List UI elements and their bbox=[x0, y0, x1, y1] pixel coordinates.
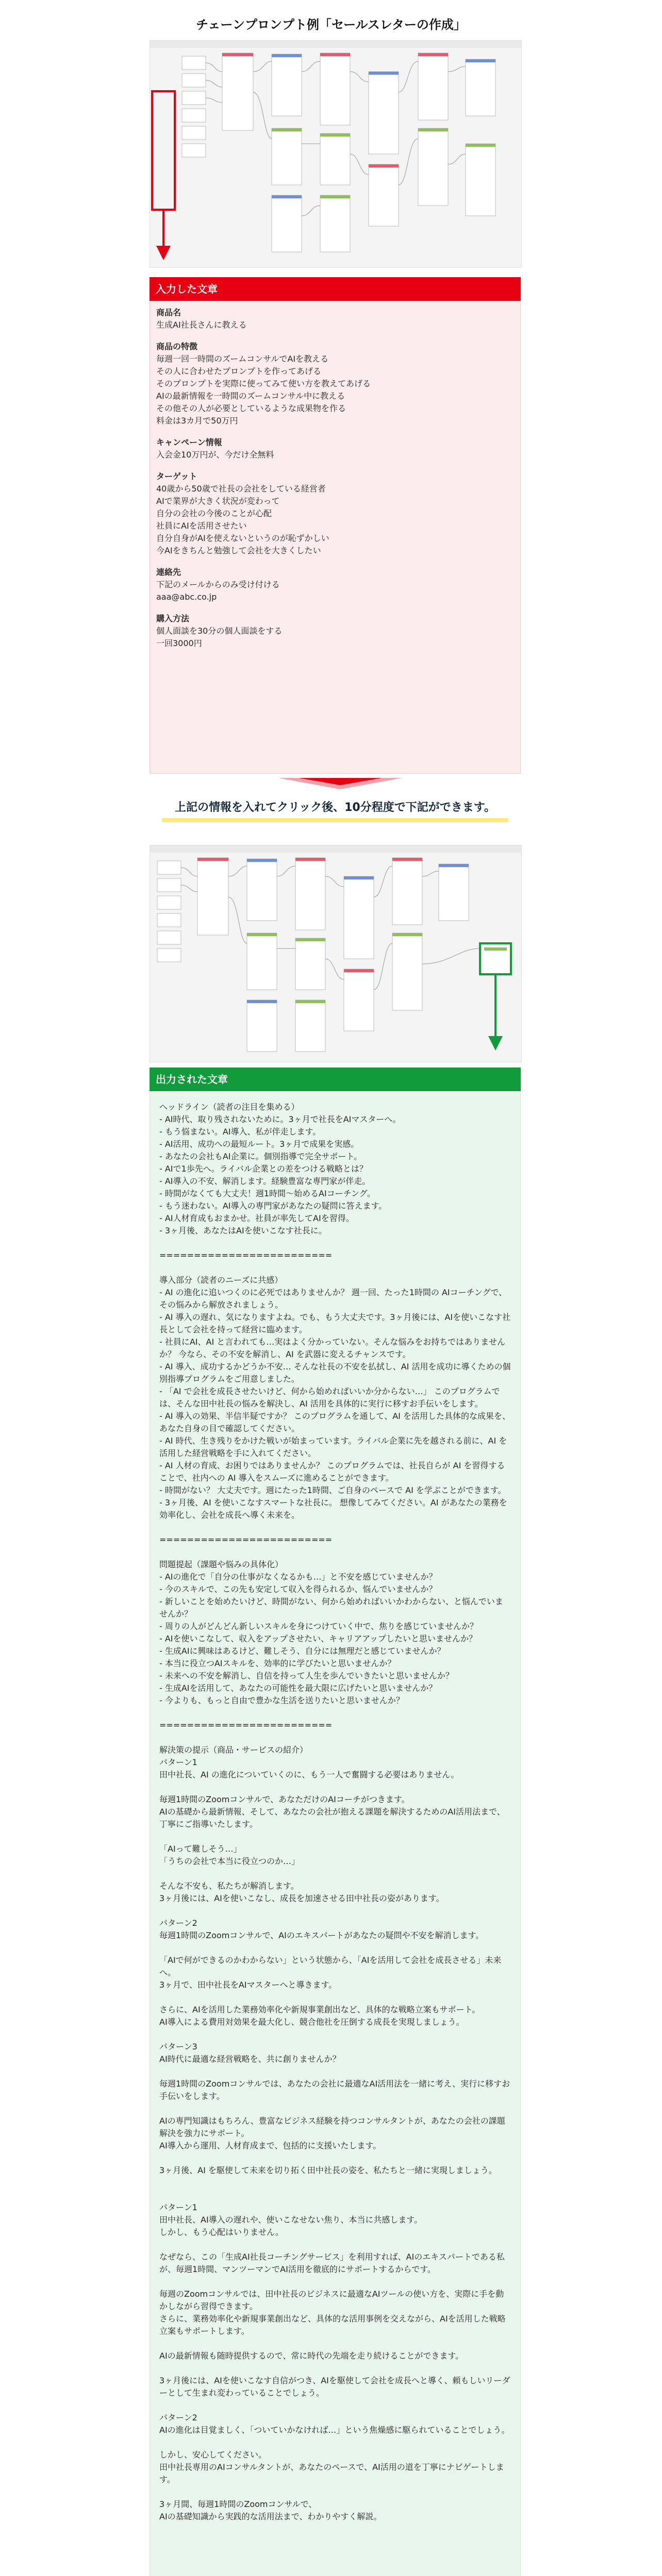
output-text-line bbox=[159, 2276, 511, 2288]
input-block-target: ターゲット 40歳から50歳で社長の会社をしている経営者 AIで業界が大きく状況が変わって 自分の会社の今後のことが心配 社員にAIを活用させたい 自分自身がAIを使えないというのが恥ずかしい 今AIをきちんと勉強して会社を大きくしたい bbox=[156, 471, 329, 555]
output-text-line: そんな不安も、私たちが解消します。 bbox=[159, 1881, 299, 1891]
output-text-line: - AIで1歩先へ。ライバル企業との差をつける戦略とは？ bbox=[159, 1164, 368, 1174]
output-text-line: - 時間がなくても大丈夫！週1時間〜始めるAIコーチング。 bbox=[159, 1189, 375, 1198]
output-text-line bbox=[159, 1546, 511, 1558]
output-text-line: - あなたの会社もAI企業に。個別指導で完全サポート。 bbox=[159, 1151, 362, 1161]
output-text-line: 田中社長、AI導入の遅れや、使いこなせない焦り、本当に共感します。 bbox=[159, 2215, 423, 2225]
input-section-header: 入力した文章 bbox=[150, 277, 521, 301]
output-section-header: 出力された文章 bbox=[150, 1067, 521, 1091]
output-text-line bbox=[159, 1905, 511, 1917]
output-text-line: - AI活用、成功への最短ルート。3ヶ月で成果を実感。 bbox=[159, 1139, 359, 1149]
output-text-line: - 3ヶ月後、あなたはAIを使いこなす社長に。 bbox=[159, 1226, 327, 1235]
output-text-line: 毎週のZoomコンサルでは、田中社長のビジネスに最適なAIツールの使い方を、実際に手を動かしながら習得できます。 bbox=[159, 2289, 504, 2311]
workflow-diagram-graphic bbox=[150, 845, 521, 1062]
output-text-line bbox=[159, 1868, 511, 1880]
output-text-line: - 新しいことを始めたいけど、時間がない、何から始めればいいかわからない、と悩んでいませんか？ bbox=[159, 1597, 503, 1619]
cta-text: 上記の情報を入れてクリック後、10分程度で下記ができます。 bbox=[175, 801, 495, 814]
output-text-line: しかし、もう心配はいりません。 bbox=[159, 2227, 284, 2237]
output-text-line: 3ヶ月後には、AIを使いこなす自信がつき、AIを駆使して会社を成長へと導く、頼もしいリーダーとして生まれ変わっていることでしょう。 bbox=[159, 2376, 510, 2398]
output-text-line: - 社員にAI、AI と言われても…実はよく分かっていない。そんな悩みをお持ちではありませんか？ 今なら、その不安を解消し、AI を武器に変えるチャンスです。 bbox=[159, 1337, 506, 1359]
output-text-line: - AI 導入の遅れ、気になりますよね。でも、もう大丈夫です。3ヶ月後には、AIを使いこなす社長として会社を持って経営に臨めます。 bbox=[159, 1312, 511, 1334]
output-text-line: - 生成AIに興味はあるけど、難しそう、自分には無理だと感じていませんか？ bbox=[159, 1646, 445, 1656]
output-text-line: AI時代に最適な経営戦略を、共に創りませんか？ bbox=[159, 2054, 341, 2064]
output-text-line: パターン2 bbox=[159, 1918, 197, 1928]
output-text-panel bbox=[150, 1092, 521, 2576]
output-text-line: - AI 導入、成功するかどうか不安… そんな社長の不安を払拭し、AI 活用を成功に導くための個別指導プログラムをご用意しました。 bbox=[159, 1362, 511, 1384]
output-text-line: - 今よりも、もっと自由で豊かな生活を送りたいと思いませんか？ bbox=[159, 1696, 404, 1705]
output-text-line: 毎週1時間のZoomコンサルでは、あなたの会社に最適なAI活用法を一緒に考え、実行に移すお手伝いをします。 bbox=[159, 2079, 510, 2101]
output-text-line: 田中社長、AI の進化についていくのに、もう一人で奮闘する必要はありません。 bbox=[159, 1770, 459, 1780]
output-text-line: - 未来への不安を解消し、自信を持って人生を歩んでいきたいと思いませんか？ bbox=[159, 1671, 454, 1681]
output-text-line: 田中社長専用のAIコンサルタントが、あなたのペースで、AI活用の道を丁寧にナビゲートします。 bbox=[159, 2462, 504, 2484]
output-text-line: なぜなら、この「生成AI社長コーチングサービス」を利用すれば、AIのエキスパートである私が、毎週1時間、マンツーマンでAI活用を徹底的にサポートするからです。 bbox=[159, 2252, 505, 2274]
output-text-line bbox=[159, 1831, 511, 1843]
output-text-line: AIの基礎から最新情報、そして、あなたの会社が抱える課題を解決するためのAI活用法まで、丁寧にご指導いたします。 bbox=[159, 1807, 505, 1829]
output-text-line: 解決策の提示（商品・サービスの紹介） bbox=[159, 1745, 308, 1755]
output-text-line: 導入部分（読者のニーズに共感） bbox=[159, 1275, 283, 1285]
output-text-line: - 3ヶ月後、AI を使いこなすスマートな社長に。 想像してみてください。AI があなたの業務を効率化し、会社を成長へ導く未来を。 bbox=[159, 1498, 507, 1520]
output-text-line: AIの進化は目覚ましく、「ついていかなければ…」という焦燥感に駆られていることでしょう。 bbox=[159, 2425, 510, 2435]
output-text-line: 3ヶ月で、田中社長をAIマスターへと導きます。 bbox=[159, 1980, 337, 1990]
output-text-line bbox=[159, 2152, 511, 2164]
workflow-screenshot-output bbox=[150, 845, 522, 1062]
output-text-line: - 「AI で会社を成長させたいけど、何から始めればいいか分からない…」 このプログラムでは、そんな田中社長の悩みを解決し、AI 活用を具体的に実行に移すお手伝いをします。 bbox=[159, 1386, 500, 1409]
output-text-line bbox=[159, 2239, 511, 2251]
output-text-line: - 時間がない？ 大丈夫です。週にたった1時間、ご自身のペースで AI を学ぶことができます。 bbox=[159, 1485, 506, 1495]
input-block-purchase: 購入方法 個人面談を30分の個人面談をする 一回3000円 bbox=[156, 614, 283, 648]
output-text-line bbox=[159, 2486, 511, 2498]
chevron-down-icon bbox=[278, 778, 402, 790]
output-text-line bbox=[159, 2177, 511, 2189]
output-text-line bbox=[159, 2028, 511, 2041]
output-text-line: AIの最新情報も随時提供するので、常に時代の先端を走り続けることができます。 bbox=[159, 2351, 464, 2361]
output-text-line bbox=[159, 2399, 511, 2412]
output-text-line: - 周りの人がどんどん新しいスキルを身につけていく中で、焦りを感じていませんか？ bbox=[159, 1621, 478, 1631]
output-text-line: 「うちの会社で本当に役立つのか…」 bbox=[159, 1856, 300, 1866]
output-text-line bbox=[159, 1707, 511, 1719]
output-text-line: - AI時代、取り残されないために。3ヶ月で社長をAIマスターへ。 bbox=[159, 1114, 401, 1124]
output-text-line: ヘッドライン（読者の注目を集める） bbox=[159, 1102, 300, 1112]
output-text-line: 3ヶ月後には、AIを使いこなし、成長を加速させる田中社長の姿があります。 bbox=[159, 1893, 444, 1903]
output-text-line bbox=[159, 1521, 511, 1534]
output-text-line bbox=[159, 2065, 511, 2078]
workflow-screenshot-input bbox=[150, 40, 522, 268]
output-text-line: AI導入から運用、人材育成まで、包括的に支援いたします。 bbox=[159, 2141, 382, 2150]
output-text-line: ========================= bbox=[159, 1535, 333, 1545]
output-text-line: 問題提起（課題や悩みの具体化） bbox=[159, 1560, 284, 1569]
output-text-line bbox=[159, 2103, 511, 2115]
output-text-line: - AIの進化で「自分の仕事がなくなるかも…」と不安を感じていませんか？ bbox=[159, 1572, 437, 1582]
output-text-line: 「AIで何ができるのかわからない」という状態から、「AIを活用して会社を成長させる」未来へ。 bbox=[159, 1955, 502, 1977]
output-text-line bbox=[159, 2436, 511, 2449]
input-text-panel bbox=[150, 301, 521, 774]
output-text-line bbox=[159, 1732, 511, 1744]
output-text-line bbox=[159, 1781, 511, 1793]
output-text-line: - 今のスキルで、この先も安定して収入を得られるか、悩んでいませんか？ bbox=[159, 1584, 437, 1594]
output-text-line bbox=[159, 1942, 511, 1954]
output-text-line: - もう悩まない。AI導入、私が伴走します。 bbox=[159, 1127, 321, 1137]
output-text-line: AI導入による費用対効果を最大化し、競合他社を圧倒する成長を実現しましょう。 bbox=[159, 2017, 465, 2027]
output-text-line: - 本当に役立つAIスキルを、効率的に学びたいと思いませんか？ bbox=[159, 1658, 396, 1668]
output-text-line bbox=[159, 2337, 511, 2350]
output-text-line bbox=[159, 1991, 511, 2004]
input-block-campaign: キャンペーン情報 入会金10万円が、今だけ全無料 bbox=[156, 437, 274, 460]
output-text-line: しかし、安心してください。 bbox=[159, 2450, 267, 2460]
output-text-line: AIの基礎知識から実践的な活用法まで、わかりやすく解説。 bbox=[159, 2512, 382, 2521]
output-text-line bbox=[159, 1262, 511, 1274]
output-text-line: ========================= bbox=[159, 1720, 333, 1730]
output-text-line: AIの専門知識はもちろん、豊富なビジネス経験を持つコンサルタントが、あなたの会社の課題解決を強力にサポート。 bbox=[159, 2116, 505, 2138]
output-text-line: - もう迷わない。AI導入の専門家があなたの疑問に答えます。 bbox=[159, 1201, 387, 1211]
page-title: チェーンプロンプト例「セールスレターの作成」 bbox=[196, 18, 466, 32]
output-text-line: - 生成AIを活用して、あなたの可能性を最大限に広げたいと思いませんか？ bbox=[159, 1683, 437, 1693]
output-text-line: - AI の進化に追いつくのに必死ではありませんか？ 週一回、たった1時間の AIコーチングで、その悩みから解放されましょう。 bbox=[159, 1287, 507, 1310]
output-text-line: ========================= bbox=[159, 1250, 333, 1260]
workflow-diagram-graphic bbox=[150, 41, 521, 267]
output-text-line: - AI 導入の効果、半信半疑ですか？ このプログラムを通して、AI を活用した具体的な成果を、あなた自身の目で確認してください。 bbox=[159, 1411, 510, 1433]
output-text-line: パターン2 bbox=[159, 2413, 197, 2422]
output-text-line bbox=[159, 2189, 511, 2201]
output-text-line: - AIを使いこなして、収入をアップさせたい、キャリアアップしたいと思いませんか？ bbox=[159, 1634, 477, 1643]
output-text-line: パターン3 bbox=[159, 2042, 197, 2052]
input-block-contact: 連絡先 下記のメールからのみ受け付ける aaa@abc.co.jp bbox=[156, 567, 280, 602]
cta-highlight bbox=[162, 818, 508, 822]
output-text-line: さらに、業務効率化や新規事業創出など、具体的な活用事例を交えながら、AIを活用した戦略立案もサポートします。 bbox=[159, 2314, 506, 2336]
output-text-line: - AI人材育成もおまかせ。社員が率先してAIを習得。 bbox=[159, 1213, 354, 1223]
output-text-line: パターン1 bbox=[159, 2202, 197, 2212]
output-text-line bbox=[159, 2362, 511, 2375]
output-text-line: 毎週1時間のZoomコンサルで、あなただけのAIコーチがつきます。 bbox=[159, 1794, 410, 1804]
output-text-line: 3ヶ月後、AI を駆使して未来を切り拓く田中社長の姿を、私たちと一緒に実現しましょう。 bbox=[159, 2165, 497, 2175]
output-text-line: - AI 時代、生き残りをかけた戦いが始まっています。ライバル企業に先を越される前に、AI を活用した経営戦略を手に入れてください。 bbox=[159, 1436, 507, 1458]
output-text-line: - AI 人材の育成、お困りではありませんか？ このプログラムでは、社長自らが AI を習得することで、社内への AI 導入をスムーズに進めることができます。 bbox=[159, 1461, 505, 1483]
input-block-features: 商品の特徴 毎週一回一時間のズームコンサルでAIを教える その人に合わせたプロンプトを作ってあげる そのプロンプトを実際に使ってみて使い方を教えてあげる AIの最新情報を一時間のズームコンサル中に教える その他その人が必要としているような成果物を作る 料金は3カ月で50万円 bbox=[156, 342, 371, 426]
output-text-line: パターン1 bbox=[159, 1757, 197, 1767]
output-text-line: さらに、AIを活用した業務効率化や新規事業創出など、具体的な戦略立案もサポート。 bbox=[159, 2005, 481, 2014]
output-text-line: - AI導入の不安、解消します。経験豊富な専門家が伴走。 bbox=[159, 1176, 371, 1186]
output-text-line: 「AIって難しそう…」 bbox=[159, 1844, 242, 1854]
output-text-line bbox=[159, 1237, 511, 1249]
output-text-line: 3ヶ月間、毎週1時間のZoomコンサルで、 bbox=[159, 2499, 317, 2509]
input-block-product-name: 商品名 生成AI社長さんに教える bbox=[156, 308, 247, 330]
output-text-line: 毎週1時間のZoomコンサルで、AIのエキスパートがあなたの疑問や不安を解消します。 bbox=[159, 1930, 484, 1940]
